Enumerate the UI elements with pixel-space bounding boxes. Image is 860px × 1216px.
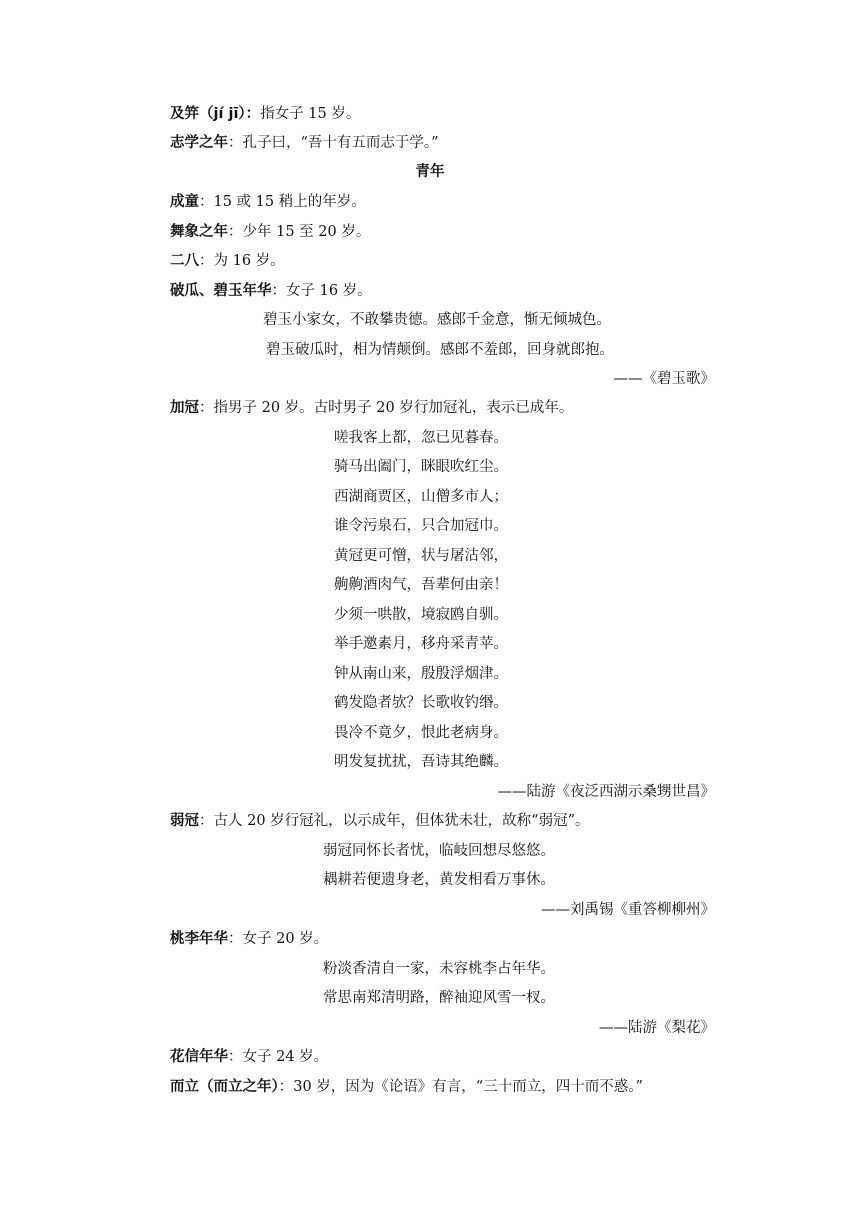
entry-jiaguan (170, 398, 573, 418)
entry-text: ：女子 16 岁。 (271, 283, 372, 299)
entry-text: ：15 或 15 稍上的年岁。 (199, 194, 366, 210)
entry-wuxiang (170, 222, 370, 242)
poem-source: ——刘禹锡《重答柳柳州》 (541, 902, 715, 918)
entry-text: ：30 岁，因为《论语》有言，“三十而立，四十而不惑。” (278, 1079, 643, 1095)
poem-line: 少须一哄散，境寂鸥自驯。 (334, 607, 508, 623)
poem-source: ——《碧玉歌》 (613, 371, 715, 387)
entry-term: 舞象之年 (170, 224, 228, 240)
poem-source: ——陆游《夜泛西湖示桑甥世昌》 (497, 784, 715, 800)
poem-line: 鹤发隐者欤？长歌收钓缗。 (334, 695, 508, 711)
entry-text: ：指男子 20 岁。古时男子 20 岁行加冠礼，表示已成年。 (199, 400, 574, 416)
entry-chengtong (170, 192, 366, 212)
entry-text: ：孔子曰，“吾十有五而志于学。” (228, 135, 439, 151)
entry-term: 而立（而立之年） (170, 1079, 279, 1095)
poem-line: 明发复扰扰，吾诗其绝麟。 (334, 754, 508, 770)
section-heading: 青年 (415, 164, 445, 180)
entry-jiji (170, 104, 360, 124)
poem-line: 黄冠更可憎，状与屠沽邻， (334, 548, 508, 564)
poem-line: 举手邀素月，移舟采青苹。 (334, 636, 508, 652)
entry-term: 花信年华 (170, 1049, 228, 1065)
poem-line: 碧玉破瓜时，相为情颠倒。感郎不羞郎，回身就郎抱。 (266, 342, 614, 358)
poem-source: ——陆游《梨花》 (599, 1020, 715, 1036)
poem-line: 齁齁酒肉气，吾辈何由亲！ (334, 577, 508, 593)
entry-term: 成童 (170, 194, 199, 210)
entry-taoli (170, 929, 328, 949)
poem-line: 谁令污泉石，只合加冠巾。 (334, 518, 508, 534)
poem-line: 钟从南山来，殷殷浮烟津。 (334, 666, 508, 682)
entry-term: 加冠 (170, 400, 199, 416)
poem-line: 耦耕若便遗身老，黄发相看万事休。 (323, 872, 555, 888)
entry-erli (170, 1077, 643, 1097)
entry-text: ：古人 20 岁行冠礼，以示成年，但体犹未壮，故称“弱冠”。 (199, 813, 590, 829)
entry-erba (170, 251, 285, 271)
entry-term: 桃李年华 (170, 931, 228, 947)
entry-term: 志学之年 (170, 135, 228, 151)
entry-huaxin (170, 1047, 328, 1067)
entry-text: ：女子 24 岁。 (228, 1049, 329, 1065)
poem-line: 碧玉小家女，不敢攀贵德。感郎千金意，惭无倾城色。 (263, 312, 611, 328)
poem-line: 骑马出阖门，眯眼吹红尘。 (334, 459, 508, 475)
poem-line: 西湖商贾区，山僧多市人； (334, 489, 508, 505)
entry-ruoguan (170, 811, 590, 831)
poem-line: 弱冠同怀长者忧，临岐回想尽悠悠。 (323, 843, 555, 859)
poem-line: 嗟我客上都，忽已见暮春。 (334, 430, 508, 446)
entry-term: 破瓜、碧玉年华 (170, 283, 272, 299)
entry-term: 二八 (170, 253, 199, 269)
entry-text: ：女子 20 岁。 (228, 931, 329, 947)
poem-line: 常思南郑清明路，醉袖迎风雪一杈。 (323, 990, 555, 1006)
entry-term: 及笄（jí jī）： (170, 106, 261, 122)
poem-line: 畏冷不竟夕，恨此老病身。 (334, 725, 508, 741)
entry-text: ：为 16 岁。 (199, 253, 285, 269)
entry-text: ：少年 15 至 20 岁。 (228, 224, 371, 240)
poem-line: 粉淡香清自一家，未容桃李占年华。 (323, 961, 555, 977)
entry-term: 弱冠 (170, 813, 199, 829)
entry-pogua (170, 281, 372, 301)
entry-text: 指女子 15 岁。 (260, 106, 361, 122)
entry-zhixue (170, 133, 439, 153)
